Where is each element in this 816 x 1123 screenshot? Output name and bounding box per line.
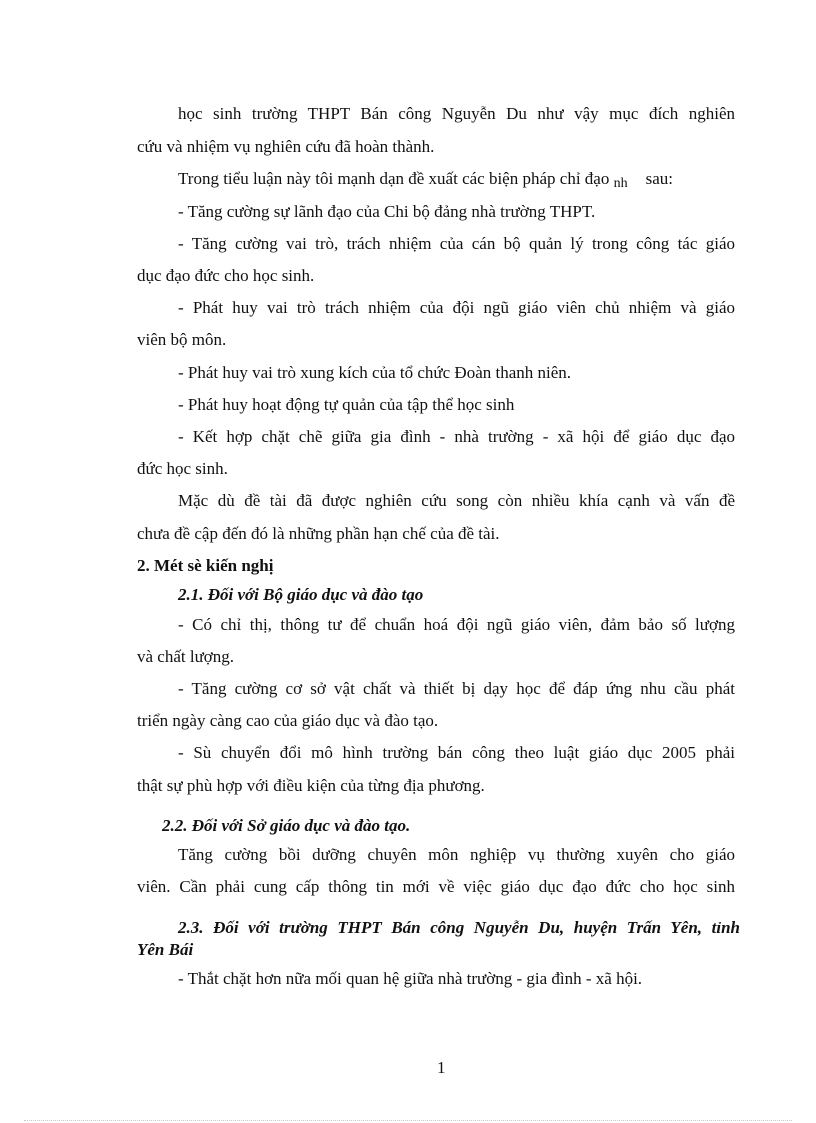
list-item: - Có chỉ thị, thông tư để chuẩn hoá đội ngũ giáo viên, đảm bảo số lượng <box>178 615 735 634</box>
paragraph-text: Trong tiểu luận này tôi mạnh dạn đề xuất các biện pháp chỉ đạo <box>178 169 610 188</box>
paragraph-line: viên bộ môn. <box>137 330 227 349</box>
list-item: - Thắt chặt hơn nữa mối quan hệ giữa nhà trường - gia đình - xã hội. <box>178 969 643 988</box>
paragraph-line: và chất lượng. <box>137 647 235 666</box>
inline-small-text: nh <box>613 176 628 191</box>
paragraph-line <box>178 168 673 192</box>
list-item: - Phát huy vai trò xung kích của tổ chức Đoàn thanh niên. <box>178 363 572 382</box>
subsection-heading: 2.2. Đối với Sở giáo dục và đào tạo. <box>162 816 411 835</box>
paragraph-line: cứu và nhiệm vụ nghiên cứu đã hoàn thành. <box>137 137 435 156</box>
subsection-heading: 2.3. Đối với trường THPT Bán công Nguyễn Du, huyện Trấn Yên, tỉnh <box>178 918 740 937</box>
list-item: - Tăng cường sự lãnh đạo của Chi bộ đảng nhà trường THPT. <box>178 202 596 221</box>
paragraph-line: đức học sinh. <box>137 459 228 478</box>
list-item: - Phát huy hoạt động tự quản của tập thể học sinh <box>178 395 515 414</box>
section-heading: 2. Mét sè kiến nghị <box>137 556 274 575</box>
paragraph-line: Tăng cường bồi dưỡng chuyên môn nghiệp vụ thường xuyên cho giáo <box>178 845 735 864</box>
subsection-heading: 2.1. Đối với Bộ giáo dục và đào tạo <box>178 585 424 604</box>
paragraph-line: dục đạo đức cho học sinh. <box>137 266 315 285</box>
paragraph-line: viên. Cần phải cung cấp thông tin mới về việc giáo dục đạo đức cho học sinh <box>137 877 735 896</box>
paragraph-line: triển ngày càng cao của giáo dục và đào tạo. <box>137 711 439 730</box>
paragraph-line: chưa đề cập đến đó là những phần hạn chế của đề tài. <box>137 524 500 543</box>
inline-tail-text: sau: <box>645 169 673 188</box>
paragraph-line: thật sự phù hợp với điều kiện của từng địa phương. <box>137 776 485 795</box>
list-item: - Kết hợp chặt chẽ giữa gia đình - nhà trường - xã hội để giáo dục đạo <box>178 427 735 446</box>
page-number: 1 <box>437 1058 446 1077</box>
list-item: - Phát huy vai trò trách nhiệm của đội ngũ giáo viên chủ nhiệm và giáo <box>178 298 735 317</box>
page-bottom-divider <box>24 1120 792 1121</box>
paragraph-line: học sinh trường THPT Bán công Nguyễn Du như vậy mục đích nghiên <box>178 104 735 123</box>
list-item: - Tăng cường vai trò, trách nhiệm của cán bộ quản lý trong công tác giáo <box>178 234 735 253</box>
list-item: - Sù chuyển đổi mô hình trường bán công theo luật giáo dục 2005 phải <box>178 743 735 762</box>
subsection-heading-cont: Yên Bái <box>137 940 194 959</box>
list-item: - Tăng cường cơ sở vật chất và thiết bị dạy học để đáp ứng nhu cầu phát <box>178 679 735 698</box>
paragraph-line: Mặc dù đề tài đã được nghiên cứu song còn nhiều khía cạnh và vấn đề <box>178 491 735 510</box>
